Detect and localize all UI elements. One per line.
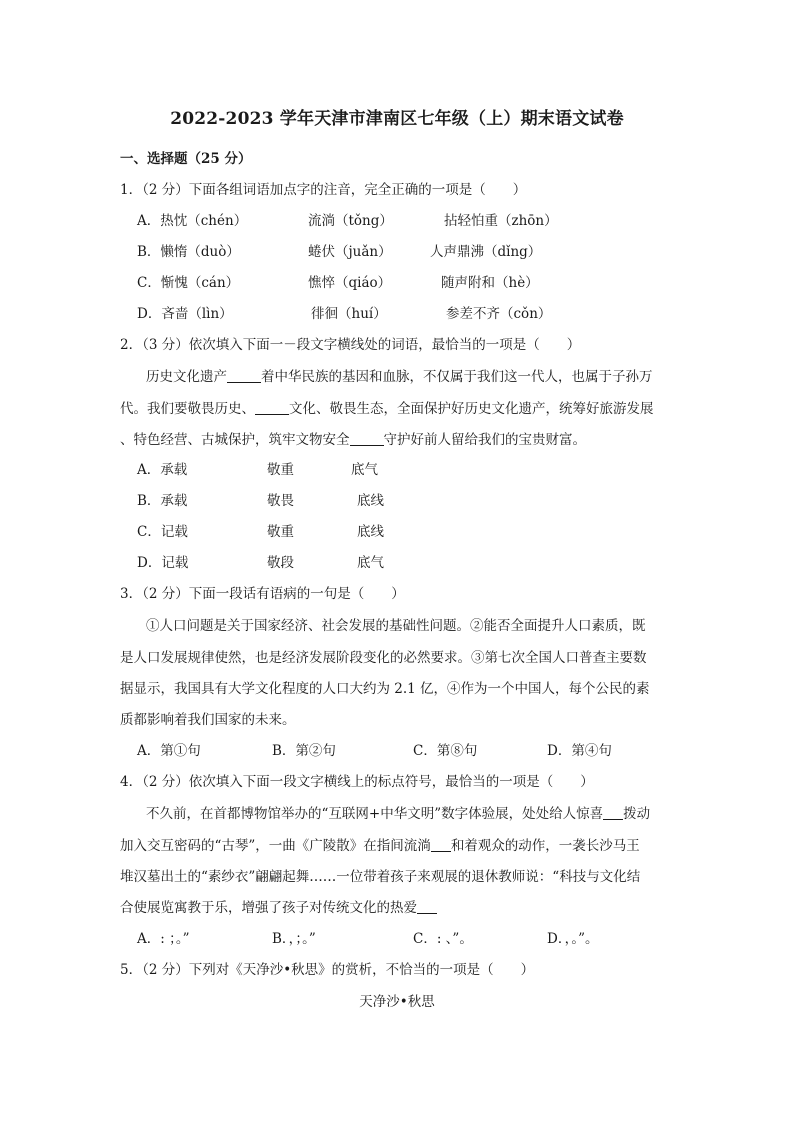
q2-passage-text: 代。我们要敬畏历史、 <box>120 401 255 417</box>
q4-passage-text: 加入交互密码的“古琴”，一曲《广陵散》在指间流淌 <box>120 838 431 854</box>
q1-option-b[interactable]: B．懒惰（duò） <box>137 244 240 260</box>
question-4-stem: 4．（2 分）依次填入下面一段文字横线上的标点符号，最恰当的一项是（ ） <box>120 774 594 790</box>
q2-option-c[interactable]: C．记载 <box>137 524 188 540</box>
q1-option-b-word3: 人声鼎沸（dǐng） <box>430 244 542 260</box>
q1-option-b-word2: 蜷伏（juǎn） <box>308 244 392 260</box>
q4-passage-text: 和着观众的动作，一袭长沙马王 <box>450 838 640 854</box>
fill-blank <box>255 402 289 415</box>
q1-option-d-word2: 徘徊（huí） <box>311 306 387 322</box>
q2-option-c-word3: 底线 <box>357 524 384 540</box>
q2-option-a[interactable]: A．承载 <box>137 462 188 478</box>
q2-option-a-word3: 底气 <box>351 462 378 478</box>
q2-option-b-word3: 底线 <box>357 493 384 509</box>
q3-passage-line3: 据显示，我国具有大学文化程度的人口大约为 2.1 亿，④作为一个中国人，每个公民的素 <box>120 681 650 697</box>
q1-option-a[interactable]: A．热忱（chén） <box>137 213 248 229</box>
q2-passage-text: 、特色经营、古城保护，筑牢文物安全 <box>120 432 350 448</box>
q3-option-c[interactable]: C．第⑧句 <box>413 743 478 759</box>
section-heading: 一、选择题（25 分） <box>120 151 252 167</box>
poem-title: 天净沙•秋思 <box>359 994 435 1010</box>
fill-blank <box>227 370 261 383</box>
q3-option-b[interactable]: B．第②句 <box>272 743 336 759</box>
q4-option-d[interactable]: D．，。”。 <box>547 931 599 947</box>
q3-option-d[interactable]: D．第④句 <box>547 743 612 759</box>
q2-option-d[interactable]: D．记载 <box>137 555 189 571</box>
question-3-stem: 3．（2 分）下面一段话有语病的一句是（ ） <box>120 586 405 602</box>
q4-passage-text: 不久前，在首都博物馆举办的“互联网+中华文明”数字体验展，处处给人惊喜 <box>146 806 604 822</box>
fill-blank <box>603 807 623 820</box>
q3-option-a[interactable]: A．第①句 <box>137 743 201 759</box>
q2-option-d-word2: 敬段 <box>267 555 294 571</box>
q4-passage-text: 合使展览寓教于乐，增强了孩子对传统文化的热爱 <box>120 900 417 916</box>
q3-passage-line1: ①人口问题是关于国家经济、社会发展的基础性问题。②能否全面提升人口素质，既 <box>146 618 646 634</box>
q2-passage-text: 着中华民族的基因和血脉，不仅属于我们这一代人，也属于子孙万 <box>261 369 653 385</box>
q1-option-d-word3: 参差不齐（cǒn） <box>446 306 552 322</box>
q4-passage-text: 拨动 <box>623 806 651 822</box>
q4-passage-line1 <box>146 802 650 822</box>
q2-option-b[interactable]: B．承载 <box>137 493 188 509</box>
q2-option-a-word2: 敬重 <box>267 462 294 478</box>
question-5-stem: 5．（2 分）下列对《天净沙•秋思》的赏析，不恰当的一项是（ ） <box>120 962 535 978</box>
q3-passage-line2: 是人口发展规律使然，也是经济发展阶段变化的必然要求。③第七次全国人口普查主要数 <box>120 650 647 666</box>
q2-passage-text: 文化、敬畏生态，全面保护好历史文化遗产，统筹好旅游发展 <box>289 401 654 417</box>
q4-passage-line4 <box>120 896 437 916</box>
question-2-stem: 2．（3 分）依次填入下面一－段文字横线处的词语，最恰当的一项是（ ） <box>120 337 581 353</box>
q1-option-c-word3: 随声附和（hè） <box>441 275 539 291</box>
q4-passage-line2 <box>120 834 640 854</box>
q1-option-a-word3: 拈轻怕重（zhōn） <box>444 213 558 229</box>
exam-title: 2022-2023 学年天津市津南区七年级（上）期末语文试卷 <box>170 109 624 129</box>
question-1-stem: 1．（2 分）下面各组词语加点字的注音，完全正确的一项是（ ） <box>120 182 527 198</box>
q4-passage-line3: 堆汉墓出土的“素纱衣”翩翩起舞……一位带着孩子来观展的退休教师说：“科技与文化结 <box>120 869 641 885</box>
q4-option-c[interactable]: C．: 、”。 <box>413 931 473 947</box>
q2-option-d-word3: 底气 <box>357 555 384 571</box>
q2-option-b-word2: 敬畏 <box>267 493 294 509</box>
q1-option-c-word2: 憔悴（qiáo） <box>308 275 392 291</box>
q2-passage-line1 <box>146 365 653 385</box>
q2-passage-text: 历史文化遗产 <box>146 369 227 385</box>
q1-option-c[interactable]: C．惭愧（cán） <box>137 275 240 291</box>
q4-option-b[interactable]: B．，；。” <box>272 931 316 947</box>
q4-option-a[interactable]: A．: ；。” <box>137 931 190 947</box>
q1-option-d[interactable]: D．吝啬（lìn） <box>137 306 233 322</box>
fill-blank <box>350 433 384 446</box>
q3-passage-line4: 质都影响着我们国家的未来。 <box>120 712 296 728</box>
q2-passage-text: 守护好前人留给我们的宝贵财富。 <box>383 432 586 448</box>
q1-option-a-word2: 流淌（tǒng） <box>308 213 393 229</box>
q2-passage-line3 <box>120 428 586 448</box>
fill-blank <box>417 901 437 914</box>
q2-option-c-word2: 敬重 <box>267 524 294 540</box>
fill-blank <box>431 839 451 852</box>
q2-passage-line2 <box>120 397 654 417</box>
